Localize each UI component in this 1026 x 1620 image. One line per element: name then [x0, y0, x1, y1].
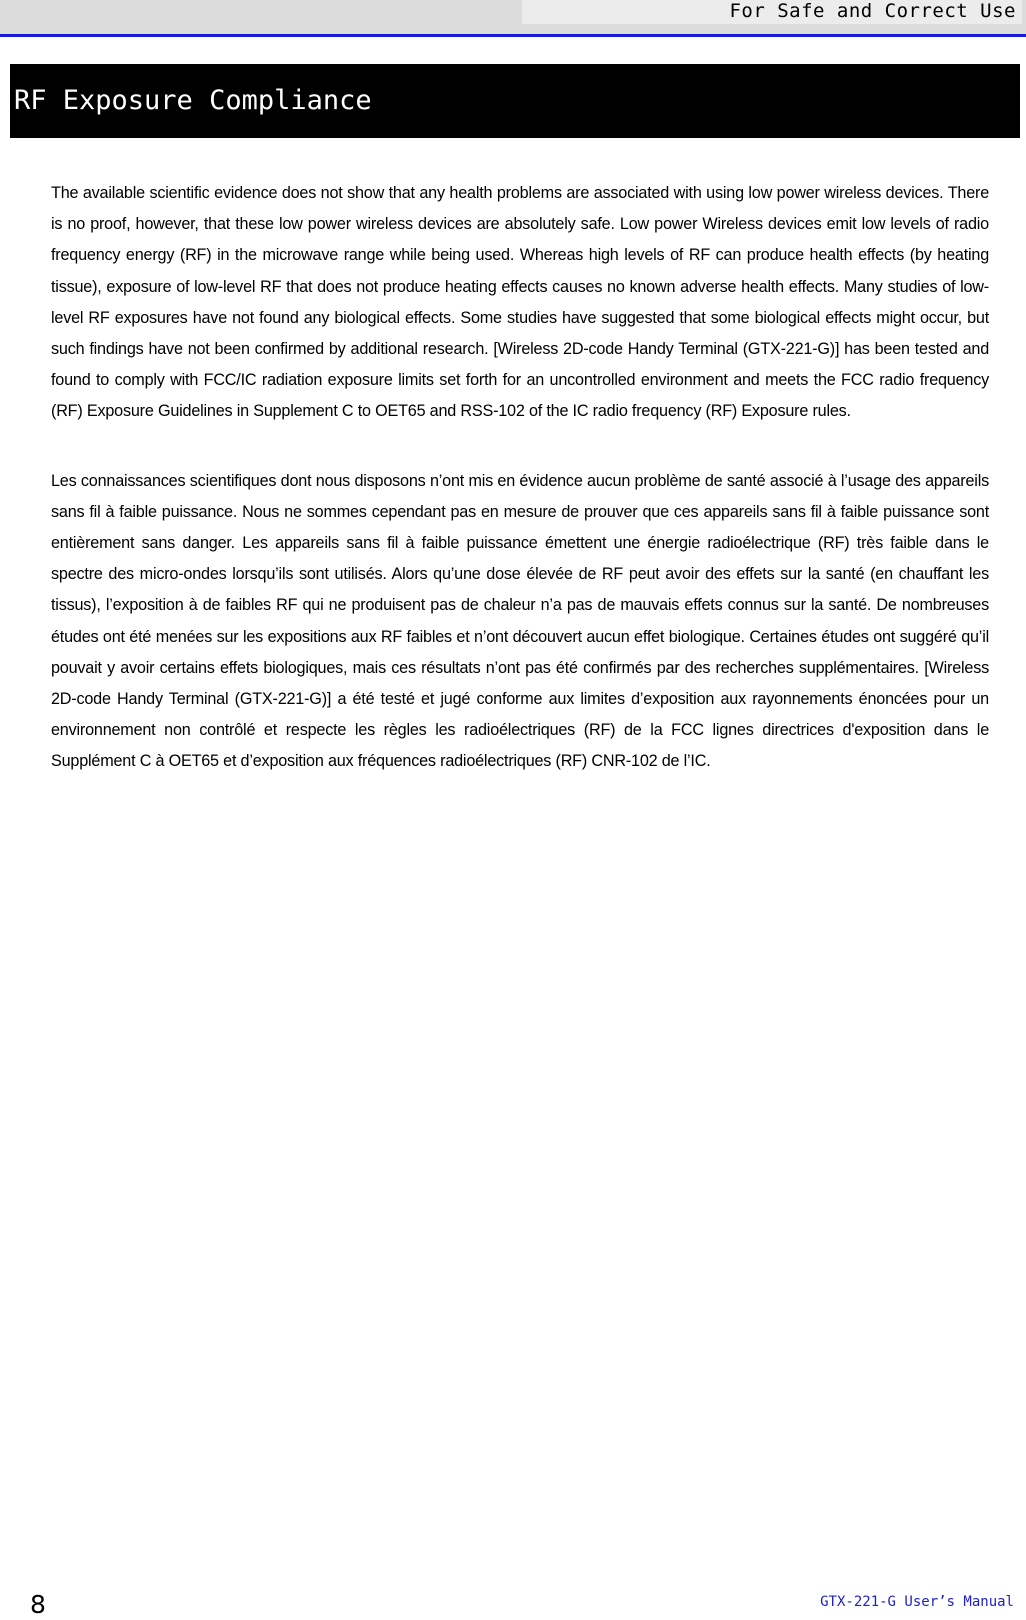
page-title: RF Exposure Compliance	[14, 85, 372, 116]
title-banner	[10, 64, 1020, 138]
paragraph-french: Les connaissances scientifiques dont nous disposons n’ont mis en évidence aucun problème de santé associé à l’usage des appareils sans fil à faible puissance. Nous ne sommes cependant pas en mesure de prouver que ces appareils sans fil à faible puissance sont entièrement sans danger. Les appareils sans fil à faible puissance émettent une énergie radioélectrique (RF) très faible dans le spectre des micro-ondes lorsqu’ils sont utilisés. Alors qu’une dose élevée de RF peut avoir des effets sur la santé (en chauffant les tissus), l’exposition à de faibles RF qui ne produisent pas de chaleur n’a pas de mauvais effets connus sur la santé. De nombreuses études ont été menées sur les expositions aux RF faibles et n’ont découvert aucun effet biologique. Certaines études ont suggéré qu’il pouvait y avoir certains effets biologiques, mais ces résultats n’ont pas été confirmés par des recherches supplémentaires. [Wireless 2D-code Handy Terminal (GTX-221-G)] a été testé et jugé conforme aux limites d’exposition aux rayonnements énoncées pour un environnement non contrôlé et respecte les règles les radioélectriques (RF) de la FCC lignes directrices d'exposition dans le Supplément C à OET65 et d’exposition aux fréquences radioélectriques (RF) CNR-102 de l’IC.	[51, 471, 989, 771]
body-content	[51, 178, 989, 778]
paragraph-english: The available scientific evidence does not show that any health problems are associated with using low power wireless devices. There is no proof, however, that these low power wireless devices are absolutely safe. Low power Wireless devices emit low levels of radio frequency energy (RF) in the microwave range while being used. Whereas high levels of RF can produce health effects (by heating tissue), exposure of low-level RF that does not produce heating effects causes no known adverse health effects. Many studies of low-level RF exposures have not found any biological effects. Some studies have suggested that some biological effects might occur, but such findings have not been confirmed by additional research. [Wireless 2D-code Handy Terminal (GTX-221-G)] has been tested and found to comply with FCC/IC radiation exposure limits set forth for an uncontrolled environment and meets the FCC radio frequency (RF) Exposure Guidelines in Supplement C to OET65 and RSS-102 of the IC radio frequency (RF) Exposure rules.	[51, 184, 989, 421]
page-number: 8	[30, 1590, 46, 1619]
manual-label: GTX-221-G User’s Manual	[820, 1594, 1014, 1610]
header-bar	[0, 0, 1026, 37]
section-label: For Safe and Correct Use	[729, 0, 1016, 22]
